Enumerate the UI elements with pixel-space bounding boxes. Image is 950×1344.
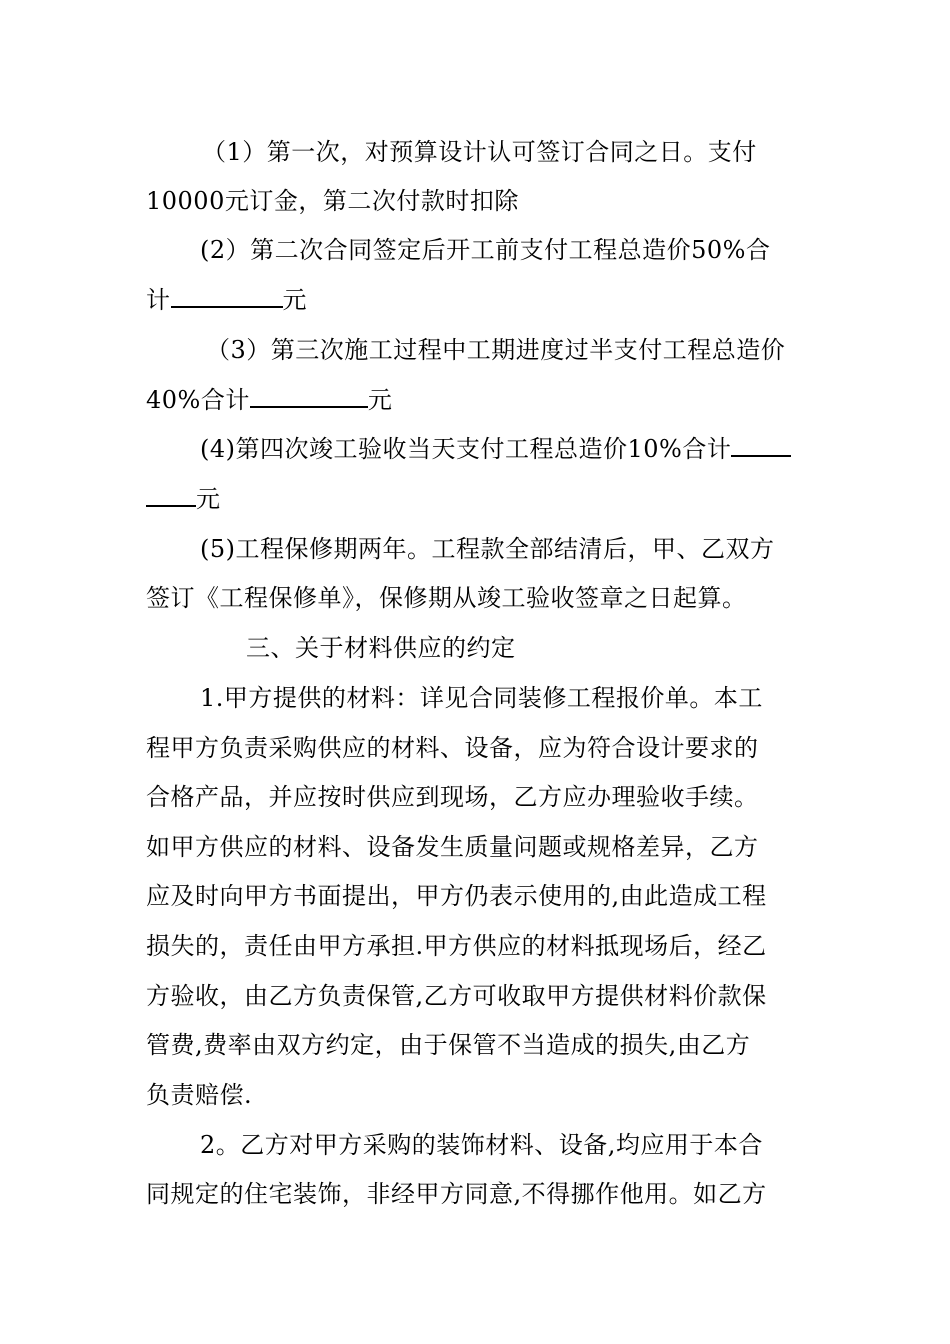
clause-1-line-7: 方验收，由乙方负责保管,乙方可收取甲方提供材料价款保 xyxy=(146,982,767,1010)
payment-item-2-line-1: (2）第二次合同签定后开工前支付工程总造价50%合 xyxy=(200,236,771,264)
payment-item-4-line-1: (4)第四次竣工验收当天支付工程总造价10%合计 xyxy=(200,433,806,465)
payment-item-4-line-2: 元 xyxy=(146,483,806,515)
clause-2-line-1: 2。乙方对甲方采购的装饰材料、设备,均应用于本合 xyxy=(200,1131,763,1159)
clause-1-line-1: 1.甲方提供的材料：详见合同装修工程报价单。本工 xyxy=(200,684,763,712)
clause-1-line-9: 负责赔偿. xyxy=(146,1081,253,1109)
clause-2-line-2: 同规定的住宅装饰，非经甲方同意,不得挪作他用。如乙方 xyxy=(146,1180,767,1208)
payment-item-1-line-1: （1）第一次，对预算设计认可签订合同之日。支付 xyxy=(202,138,757,166)
payment-item-3-line-1: （3）第三次施工过程中工期进度过半支付工程总造价 xyxy=(206,336,786,364)
clause-1-line-5: 应及时向甲方书面提出，甲方仍表示使用的,由此造成工程 xyxy=(146,882,767,910)
clause-1-line-2: 程甲方负责采购供应的材料、设备，应为符合设计要求的 xyxy=(146,734,759,762)
payment-item-1-line-2: 10000元订金，第二次付款时扣除 xyxy=(146,187,519,215)
payment-item-5-line-1: (5)工程保修期两年。工程款全部结清后，甲、乙双方 xyxy=(200,535,775,563)
payment-item-2-line-2: 计 元 xyxy=(146,286,307,314)
clause-1-line-3: 合格产品，并应按时供应到现场，乙方应办理验收手续。 xyxy=(146,783,759,811)
clause-1-line-6: 损失的，责任由甲方承担.甲方供应的材料抵现场后，经乙 xyxy=(146,932,767,960)
clause-1-line-4: 如甲方供应的材料、设备发生质量问题或规格差异，乙方 xyxy=(146,833,759,861)
section-heading: 三、关于材料供应的约定 xyxy=(246,634,516,662)
amount-blank[interactable] xyxy=(731,433,791,457)
amount-blank[interactable] xyxy=(146,483,196,507)
payment-item-3-line-2: 40%合计 元 xyxy=(146,386,393,414)
clause-1-line-8: 管费,费率由双方约定，由于保管不当造成的损失,由乙方 xyxy=(146,1031,751,1059)
payment-item-5-line-2: 签订《工程保修单》，保修期从竣工验收签章之日起算。 xyxy=(146,584,747,612)
amount-blank[interactable] xyxy=(250,384,368,408)
amount-blank[interactable] xyxy=(171,284,283,308)
